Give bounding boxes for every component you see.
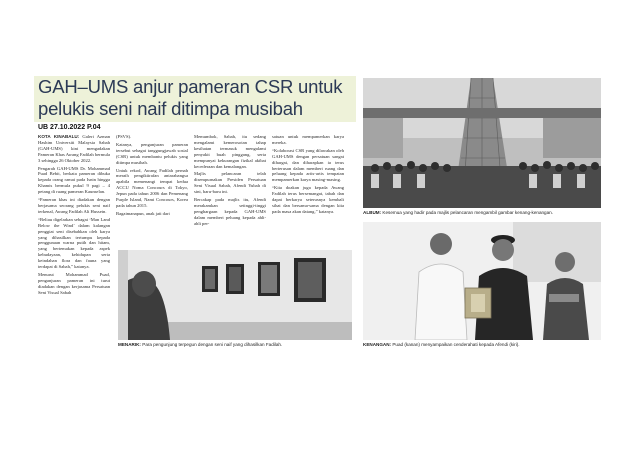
paragraph: satuan untuk mempamerkan karya mereka. [272, 134, 344, 145]
caption-kenangan [363, 342, 601, 348]
caption-menarik [118, 342, 352, 348]
handover-photo [363, 222, 601, 340]
caption-text: Para pengunjung terpegun dengan seni naif yang dihasilkan Fadilah. [142, 342, 283, 347]
paragraph: “Kita doakan juga kepada Awang Fadilah terus bersemangat, tabah dan dapat berkarya seterusnya kembali sihat dan bersama-sama dengan kita pada masa akan datang,” katanya. [272, 185, 344, 214]
paragraph: (PSVS). [116, 134, 132, 139]
paragraph: “Pameran khas ini diadakan dengan berjasama seorang pelukis seni naif terkenal, Awang Fadilah Ali Hussein. [38, 197, 110, 214]
headline-line-1: GAH–UMS anjur pameran CSR untuk [38, 76, 343, 97]
article-column-4 [272, 134, 344, 217]
paragraph: Bercakap pada majlis itu, Afendi merakamkan setinggi-tinggi penghargaan kepada GAH-UMS dalam memberi peluang kepada ahli-ahli per- [194, 197, 266, 226]
paragraph: Bagaimanapun, anak jati dari [116, 210, 170, 216]
gallery-photo [118, 250, 352, 340]
paragraph-lead: KOTA KINABALU: [38, 134, 80, 139]
article-column-3 [194, 134, 266, 229]
paragraph [38, 134, 110, 164]
group-photo-image [363, 78, 601, 208]
paragraph-text: Galeri Azman Hashim Universiti Malaysia Sabah (GAH-UMS) kini mengadakan Pameran Khas Awang Fadilah bermula 3 sehingga 26 Oktober 2022. [38, 134, 110, 163]
paragraph: Katanya, penganjuran pameran tersebut sebagai tanggungjawab sosial (CSR) untuk membantu pelukis yang ditimpa musibah. [116, 141, 188, 165]
paragraph: “Beliau digelarkan sebagai ‘Man Land Below the Wind’ dalam kalangan penggiat seni disebabkan oleh karya yang dihasilkan tertumpu kepada penggunaan warna putih dan hitam, yang bertemakan kepada aspek kebudayaan, kehidupan serta keindahan flora dan fauna yang terdapat di Sabah,” katanya. [38, 216, 110, 270]
paragraph: Menurut Mohammad Puad, penganjuran pameran ini turut diadakan dengan kerjasama Persatuan Seni Visual Sabah [38, 271, 110, 295]
paragraph: Memumbok, Sabah, itu sedang mengalami kemerosotan tahap kesihatan termasuk mengalami penyakit buah pinggang, serta mempunyai kekurangan fizikal akibat kecederaan dan kemalangan. [194, 134, 266, 169]
article-column-1 [38, 134, 110, 298]
paragraph: Majlis pelancaran telah disempurnakan Presiden Persatuan Seni Visual Sabah, Afendi Yubah di sini, baru-baru ini. [194, 171, 266, 195]
dateline: UB 27.10.2022 P.04 [38, 124, 101, 131]
paragraph: Pengarah GAH-UMS Dr. Mohammad Puad Bebit, berkata pameran dibuka kepada orang ramai pada Isnin hingga Khamis bermula pukul 9 pagi – 4 petang di ruang pameran Kaunselan. [38, 165, 110, 195]
caption-text: Puad (kanan) menyampaikan cenderahati kepada Afendi (kiri). [392, 342, 520, 347]
headline [38, 76, 358, 120]
caption-album [363, 210, 603, 216]
article-column-2 [116, 134, 188, 219]
caption-text: Kesemua yang hadir pada majlis pelancaran mengambil gambar kenang-kenangan. [382, 210, 553, 215]
paragraph: “Kolaborasi CSR yang dilawakan oleh GAH-UMS dengan persatuan sangat dihargai, dan diharapkan ia terus berterusan dalam memberi ruang dan peluang kepada artis-artis tempatan mempamerkan karya masing-masing. [272, 147, 344, 183]
caption-label: MENARIK: [118, 342, 141, 347]
headline-line-2: pelukis seni naif ditimpa musibah [38, 98, 303, 119]
caption-label: KENANGAN: [363, 342, 392, 347]
gallery-photo-image [118, 250, 352, 340]
group-photo [363, 78, 601, 208]
handover-photo-image [363, 222, 601, 340]
paragraph: Untuk rekod, Awang Fadilah pernah meraih pengiktirafan antarabangsa apabila memenangi tempat kedua ACCU Noma Concours di Tokyo, Jepun pada tahun 2006 dan Pemenang Purple Island, Nami Concours, Korea pada tahun 2015. [116, 167, 188, 208]
caption-label: ALBUM: [363, 210, 382, 215]
